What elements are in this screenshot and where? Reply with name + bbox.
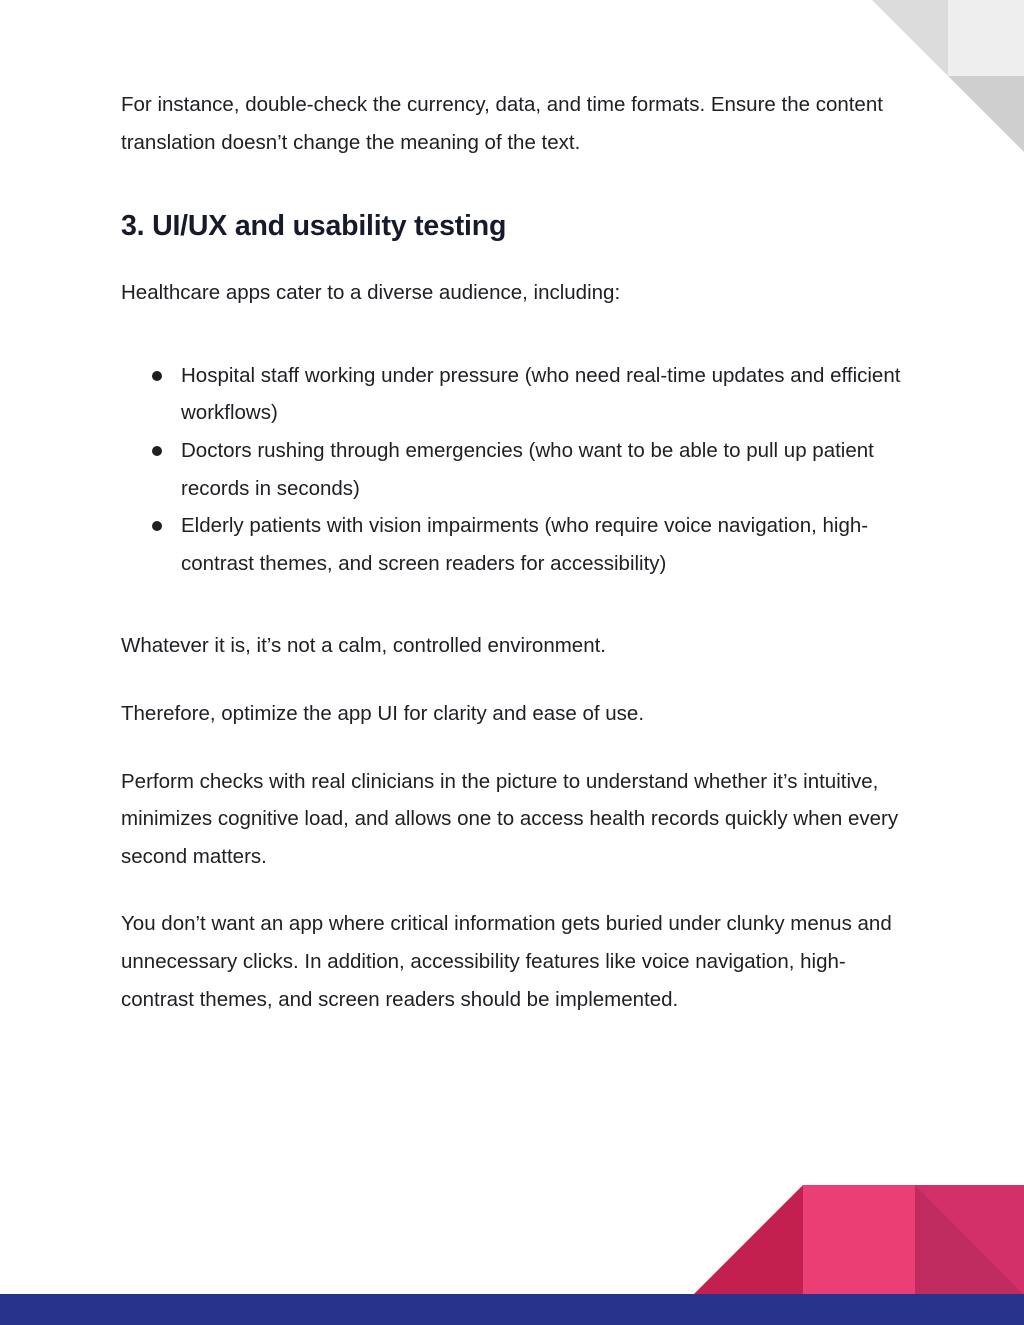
list-item — [121, 432, 911, 507]
list-item — [121, 357, 911, 432]
corner-gray-triangle — [872, 0, 948, 76]
footer-crimson-triangle — [693, 1185, 803, 1295]
intro-paragraph: For instance, double-check the currency, data, and time formats. Ensure the content translation doesn’t change the meaning of the text. — [121, 93, 883, 154]
corner-light-square — [948, 0, 1024, 76]
footer-navy-band — [0, 1294, 1024, 1325]
footer-pink-block — [803, 1185, 915, 1295]
paragraph: Therefore, optimize the app UI for clarity and ease of use. — [121, 701, 645, 725]
list-item-text: Elderly patients with vision impairments (who require voice navigation, high-contrast themes, and screen readers for accessibility) — [181, 514, 869, 575]
paragraph: Whatever it is, it’s not a calm, controlled environment. — [121, 634, 606, 658]
list-item-text: Hospital staff working under pressure (who need real-time updates and efficient workflows) — [181, 363, 901, 425]
audience-list — [121, 357, 911, 583]
footer-decoration — [0, 1185, 1024, 1325]
audience-intro: Healthcare apps cater to a diverse audience, including: — [121, 281, 621, 305]
bullet-icon — [152, 446, 162, 456]
corner-shadow-triangle — [948, 76, 1024, 152]
list-item-text: Doctors rushing through emergencies (who want to be able to pull up patient records in seconds) — [181, 438, 874, 500]
paragraph: You don’t want an app where critical information gets buried under clunky menus and unnecessary clicks. In addition, accessibility features like voice navigation, high-contrast themes, and screen readers should be implemented. — [121, 912, 892, 1011]
document-body — [121, 86, 911, 1018]
bullet-icon — [152, 521, 162, 531]
list-item — [121, 507, 911, 582]
paragraph: Perform checks with real clinicians in the picture to understand whether it’s intuitive, minimizes cognitive load, and allows one to access health records quickly when every second matters. — [121, 769, 899, 868]
bullet-icon — [152, 371, 162, 381]
section-heading: 3. UI/UX and usability testing — [121, 210, 507, 243]
